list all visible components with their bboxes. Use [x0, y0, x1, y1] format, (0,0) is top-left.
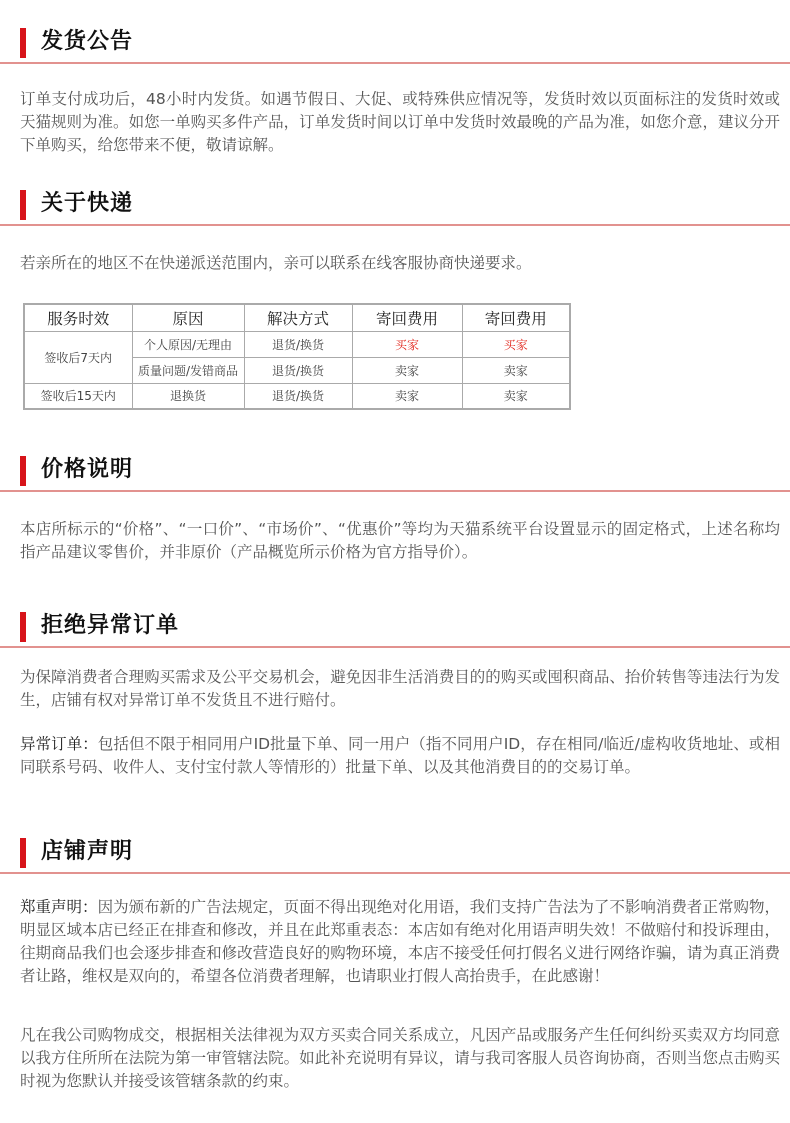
- section-title: 店铺声明: [41, 839, 134, 864]
- shipping-notice-text: 订单支付成功后，48小时内发货。如遇节假日、大促、或特殊供应情况等，发货时效以页面标注的发货时效或天猫规则为准。如您一单购买多件产品，订单发货时间以订单中发货时效最晚的产品为准，如您介意，建议分开下单购买，给您带来不便，敬请谅解。: [20, 90, 780, 154]
- table-cell-reason: 质量问题/发错商品: [132, 357, 244, 383]
- section-header-abnormal-orders: [0, 604, 790, 648]
- section-header-store-statement: [0, 830, 790, 874]
- table-header-cell: 寄回费用: [462, 304, 570, 331]
- section-title: 发货公告: [41, 29, 134, 54]
- accent-bar: [20, 838, 26, 868]
- solemn-statement: [20, 896, 780, 988]
- table-cell-reason: 个人原因/无理由: [132, 331, 244, 357]
- table-header-row: [24, 304, 570, 331]
- price-text: 本店所标示的“价格”、“一口价”、“市场价”、“优惠价”等均为天猫系统平台设置显示的固定格式，上述名称均指产品建议零售价，并非原价（产品概览所示价格为官方指导价）。: [20, 520, 780, 561]
- table-cell-period: 签收后15天内: [24, 383, 132, 409]
- accent-bar: [20, 190, 26, 220]
- definition-text: 包括但不限于相同用户ID批量下单、同一用户（指不同用户ID，存在相同/临近/虚构收货地址、或相同联系号码、收件人、支付宝付款人等情形的）批量下单、以及其他消费目的的交易订单。: [20, 735, 780, 776]
- section-header-express: [0, 182, 790, 226]
- section-title: 关于快递: [41, 191, 134, 216]
- statement-text: 因为颁布新的广告法规定，页面不得出现绝对化用语，我们支持广告法为了不影响消费者正常购物，明显区域本店已经正在排查和修改，并且在此郑重表态：本店如有绝对化用语声明失效！不做赔付和投诉理由，往期商品我们也会逐步排查和修改营造良好的购物环境，本店不接受任何打假名义进行网络诈骗，请为真正消费者让路，维权是双向的，希望各位消费者理解，也请职业打假人高抬贵手，在此感谢！: [20, 898, 780, 985]
- table-cell-solution: 退货/换货: [244, 331, 352, 357]
- table-cell-solution: 退货/换货: [244, 383, 352, 409]
- jurisdiction-text: 凡在我公司购物成交，根据相关法律视为双方买卖合同关系成立，凡因产品或服务产生任何纠纷买卖双方均同意以我方住所所在法院为第一审管辖法院。如此补充说明有异议，请与我司客服人员咨询协商，否则当您点击购买时视为您默认并接受该管辖条款的约束。: [20, 1026, 780, 1090]
- table-cell-fee: 买家: [462, 331, 570, 357]
- table-header-cell: 原因: [132, 304, 244, 331]
- table-header-cell: 解决方式: [244, 304, 352, 331]
- section-header-shipping: [0, 20, 790, 64]
- section-title: 价格说明: [41, 457, 134, 482]
- table-header-cell: 服务时效: [24, 304, 132, 331]
- section-header-price: [0, 448, 790, 492]
- accent-bar: [20, 456, 26, 486]
- definition-label: 异常订单：: [20, 735, 98, 753]
- abnormal-orders-text: 为保障消费者合理购买需求及公平交易机会，避免因非生活消费目的的购买或囤积商品、抬价转售等违法行为发生，店铺有权对异常订单不发货且不进行赔付。: [20, 668, 780, 709]
- statement-label: 郑重声明：: [20, 898, 98, 916]
- table-cell-fee: 买家: [352, 331, 462, 357]
- table-cell-fee: 卖家: [462, 357, 570, 383]
- accent-bar: [20, 28, 26, 58]
- table-row: [24, 331, 570, 357]
- table-cell-fee: 卖家: [462, 383, 570, 409]
- table-cell-fee: 卖家: [352, 383, 462, 409]
- abnormal-orders-definition: [20, 733, 780, 779]
- express-text: 若亲所在的地区不在快递派送范围内，亲可以联系在线客服协商快递要求。: [20, 254, 532, 272]
- table-cell-fee: 卖家: [352, 357, 462, 383]
- section-title: 拒绝异常订单: [41, 613, 180, 638]
- table-row: [24, 383, 570, 409]
- table-cell-solution: 退货/换货: [244, 357, 352, 383]
- table-cell-reason: 退换货: [132, 383, 244, 409]
- after-sales-table: [23, 303, 571, 410]
- table-cell-period: 签收后7天内: [24, 331, 132, 383]
- accent-bar: [20, 612, 26, 642]
- table-header-cell: 寄回费用: [352, 304, 462, 331]
